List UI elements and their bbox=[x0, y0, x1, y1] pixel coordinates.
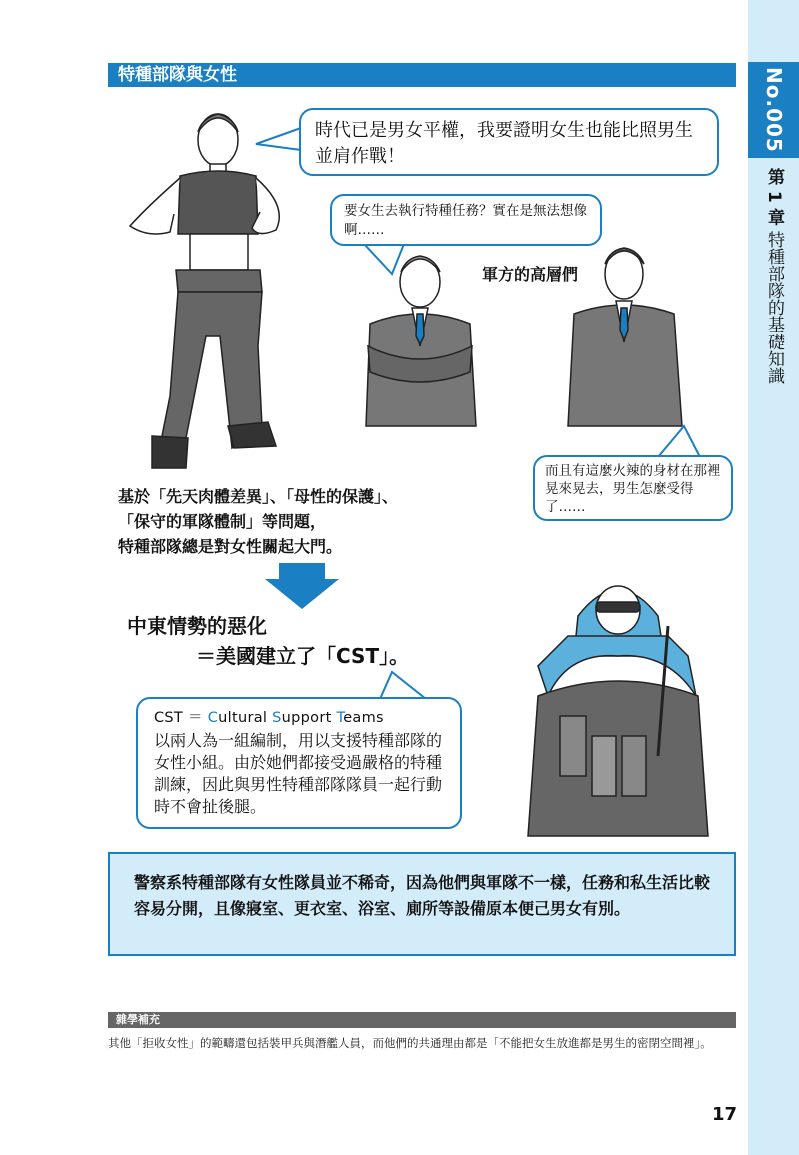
cst-acronym-line: CST ＝ Cultural Support Teams bbox=[154, 710, 384, 726]
section-number-tab: No.005 bbox=[748, 62, 799, 158]
officer-right-speech-bubble: 而且有這麼火辣的身材在那裡晃來晃去，男生怎麼受得了…… bbox=[533, 455, 733, 521]
page-number: 17 bbox=[712, 1104, 738, 1125]
woman-speech-bubble: 時代已是男女平權，我要證明女生也能比照男生並肩作戰！ bbox=[299, 108, 719, 176]
middle-east-line-2: ＝美國建立了「CST」。 bbox=[196, 644, 410, 668]
intro-line-3: 特種部隊總是對女性關起大門。 bbox=[118, 537, 343, 556]
section-title: 特種部隊與女性 bbox=[108, 63, 736, 87]
trivia-header: 雜學補充 bbox=[108, 1012, 736, 1028]
info-box: 警察系特種部隊有女性隊員並不稀奇，因為他們與軍隊不一樣，任務和私生活比較容易分開，且像寢室、更衣室、浴室、廁所等設備原本便己男女有別。 bbox=[108, 852, 736, 956]
trivia-text: 其他「拒收女性」的範疇還包括裝甲兵與潛艦人員，而他們的共通理由都是「不能把女生放進都是男生的密閉空間裡」。 bbox=[108, 1036, 712, 1050]
down-arrow-icon bbox=[265, 563, 339, 609]
officer-left-speech-bubble: 要女生去執行特種任務？實在是無法想像啊…… bbox=[330, 194, 602, 246]
cst-description: 以兩人為一組編制，用以支援特種部隊的女性小組。由於她們都接受過嚴格的特種訓練，因此與男性特種部隊隊員一起行動時不會扯後腿。 bbox=[154, 731, 443, 816]
intro-paragraph bbox=[118, 484, 498, 559]
intro-line-1: 基於「先天肉體差異」、「母性的保護」、 bbox=[118, 487, 399, 506]
military-brass-label: 軍方的高層們 bbox=[482, 265, 579, 284]
intro-line-2: 「保守的軍隊體制」等問題， bbox=[118, 512, 327, 531]
chapter-name: 特種部隊的基礎知識 bbox=[764, 231, 784, 385]
chapter-title bbox=[748, 168, 799, 428]
chapter-label: 第 1 章 bbox=[764, 168, 784, 226]
middle-east-line-1: 中東情勢的惡化 bbox=[127, 614, 267, 638]
cst-definition-bubble bbox=[136, 697, 462, 829]
